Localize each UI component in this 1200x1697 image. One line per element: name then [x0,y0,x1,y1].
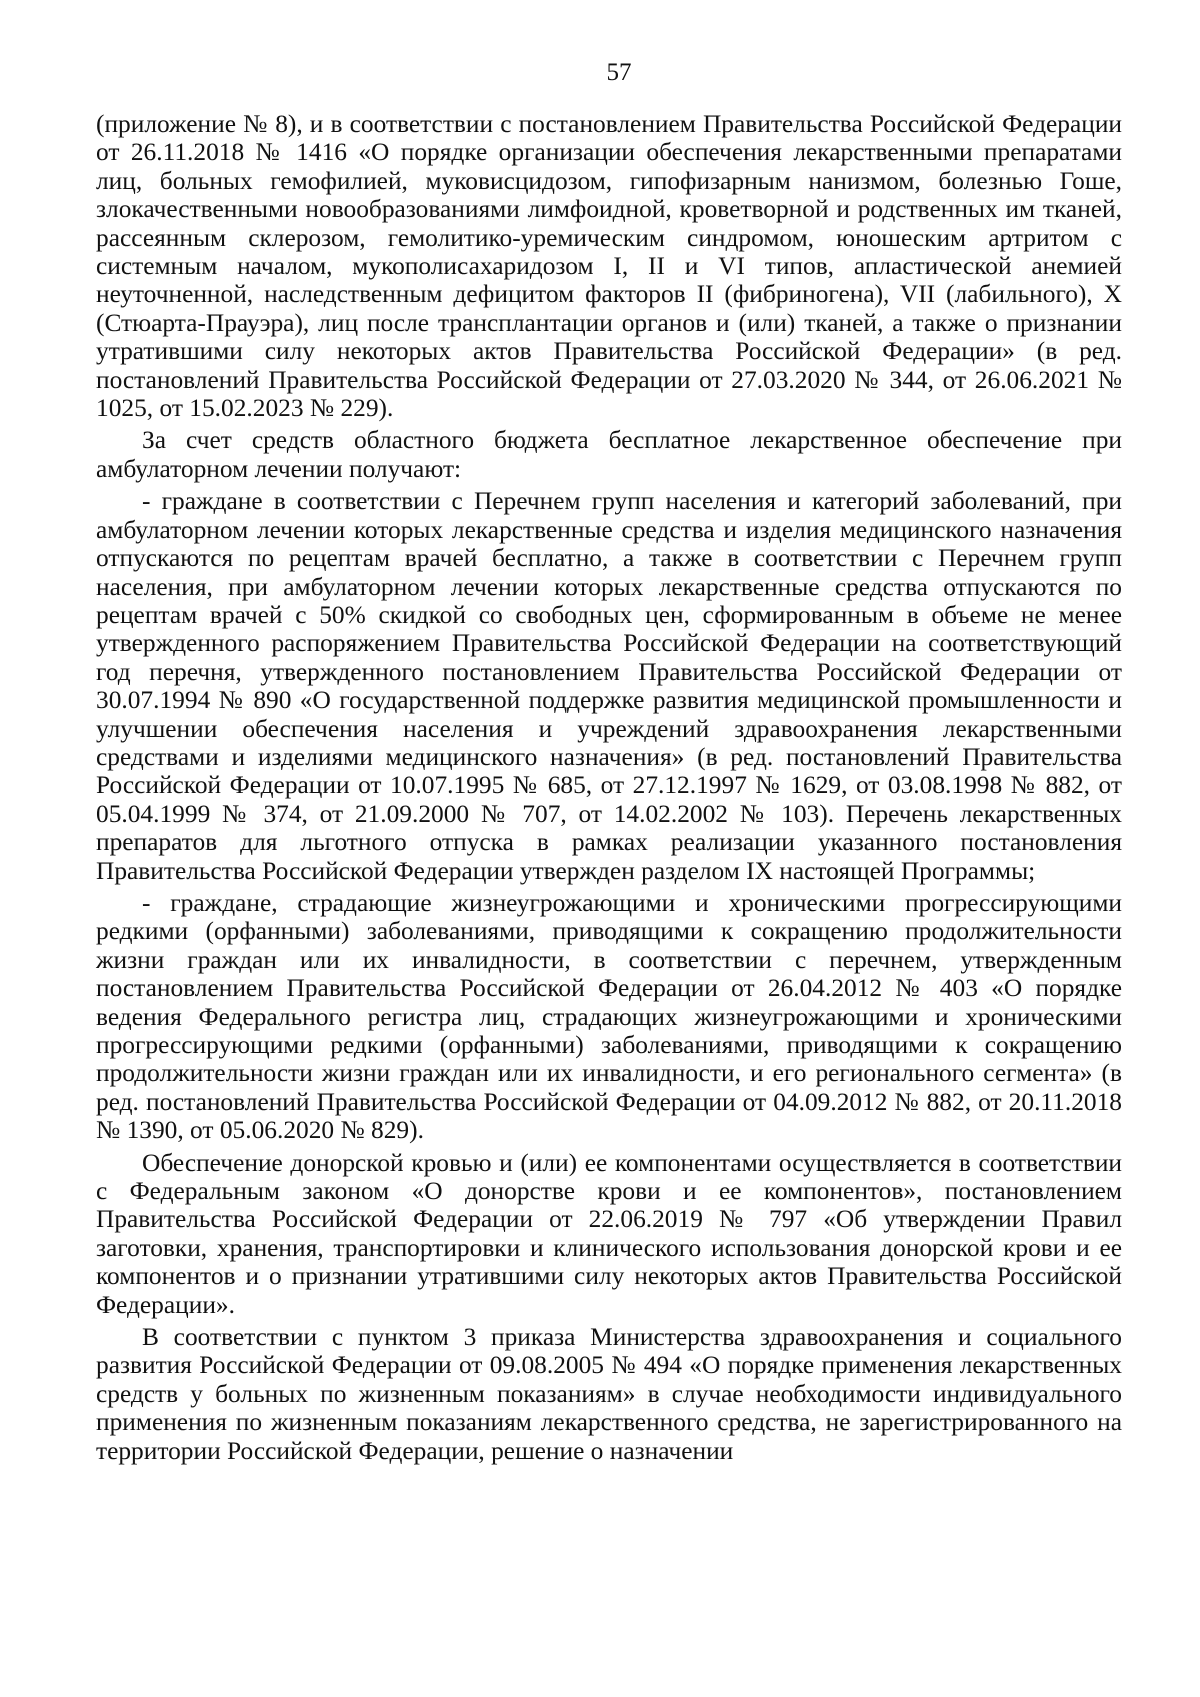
paragraph: - граждане в соответствии с Перечнем групп населения и категорий заболеваний, при амбулаторном лечении которых лекарственные средства и изделия медицинского назначения отпускаются по рецептам врачей бесплатно, а также в соответствии с Перечнем групп населения, при амбулаторном лечении которых лекарственные средства отпускаются по рецептам врачей с 50% скидкой со свободных цен, сформированным в объеме не менее утвержденного распоряжением Правительства Российской Федерации на соответствующий год перечня, утвержденного постановлением Правительства Российской Федерации от 30.07.1994 № 890 «О государственной поддержке развития медицинской промышленности и улучшении обеспечения населения и учреждений здравоохранения лекарственными средствами и изделиями медицинского назначения» (в ред. постановлений Правительства Российской Федерации от 10.07.1995 № 685, от 27.12.1997 № 1629, от 03.08.1998 № 882, от 05.04.1999 № 374, от 21.09.2000 № 707, от 14.02.2002 № 103). Перечень лекарственных препаратов для льготного отпуска в рамках реализации указанного постановления Правительства Российской Федерации утвержден разделом IX настоящей Программы; [96,487,1122,885]
page-number: 57 [606,59,632,86]
paragraph: В соответствии с пунктом 3 приказа Министерства здравоохранения и социального развития Российской Федерации от 09.08.2005 № 494 «О порядке применения лекарственных средств у больных по жизненным показаниям» в случае необходимости индивидуального применения по жизненным показаниям лекарственного средства, не зарегистрированного на территории Российской Федерации, решение о назначении [96,1323,1122,1465]
paragraph: Обеспечение донорской кровью и (или) ее компонентами осуществляется в соответствии с Федеральным законом «О донорстве крови и ее компонентов», постановлением Правительства Российской Федерации от 22.06.2019 № 797 «Об утверждении Правил заготовки, хранения, транспортировки и клинического использования донорской крови и ее компонентов и о признании утратившими силу некоторых актов Правительства Российской Федерации». [96,1148,1122,1319]
paragraph: - граждане, страдающие жизнеугрожающими и хроническими прогрессирующими редкими (орфанными) заболеваниями, приводящими к сокращению продолжительности жизни граждан или их инвалидности, в соответствии с перечнем, утвержденным постановлением Правительства Российской Федерации от 26.04.2012 № 403 «О порядке ведения Федерального регистра лиц, страдающих жизнеугрожающими и хроническими прогрессирующими редкими (орфанными) заболеваниями, приводящими к сокращению продолжительности жизни граждан или их инвалидности, и его регионального сегмента» (в ред. постановлений Правительства Российской Федерации от 04.09.2012 № 882, от 20.11.2018 № 1390, от 05.06.2020 № 829). [96,888,1122,1145]
paragraph: (приложение № 8), и в соответствии с постановлением Правительства Российской Федерации от 26.11.2018 № 1416 «О порядке организации обеспечения лекарственными препаратами лиц, больных гемофилией, муковисцидозом, гипофизарным нанизмом, болезнью Гоше, злокачественными новообразованиями лимфоидной, кроветворной и родственных им тканей, рассеянным склерозом, гемолитико-уремическим синдромом, юношеским артритом с системным началом, мукополисахаридозом I, II и VI типов, апластической анемией неуточненной, наследственным дефицитом факторов II (фибриногена), VII (лабильного), X (Стюарта-Прауэра), лиц после трансплантации органов и (или) тканей, а также о признании утратившими силу некоторых актов Правительства Российской Федерации» (в ред. постановлений Правительства Российской Федерации от 27.03.2020 № 344, от 26.06.2021 № 1025, от 15.02.2023 № 229). [96,110,1122,423]
paragraph: За счет средств областного бюджета бесплатное лекарственное обеспечение при амбулаторном лечении получают: [96,426,1122,483]
document-body [96,110,1122,1465]
